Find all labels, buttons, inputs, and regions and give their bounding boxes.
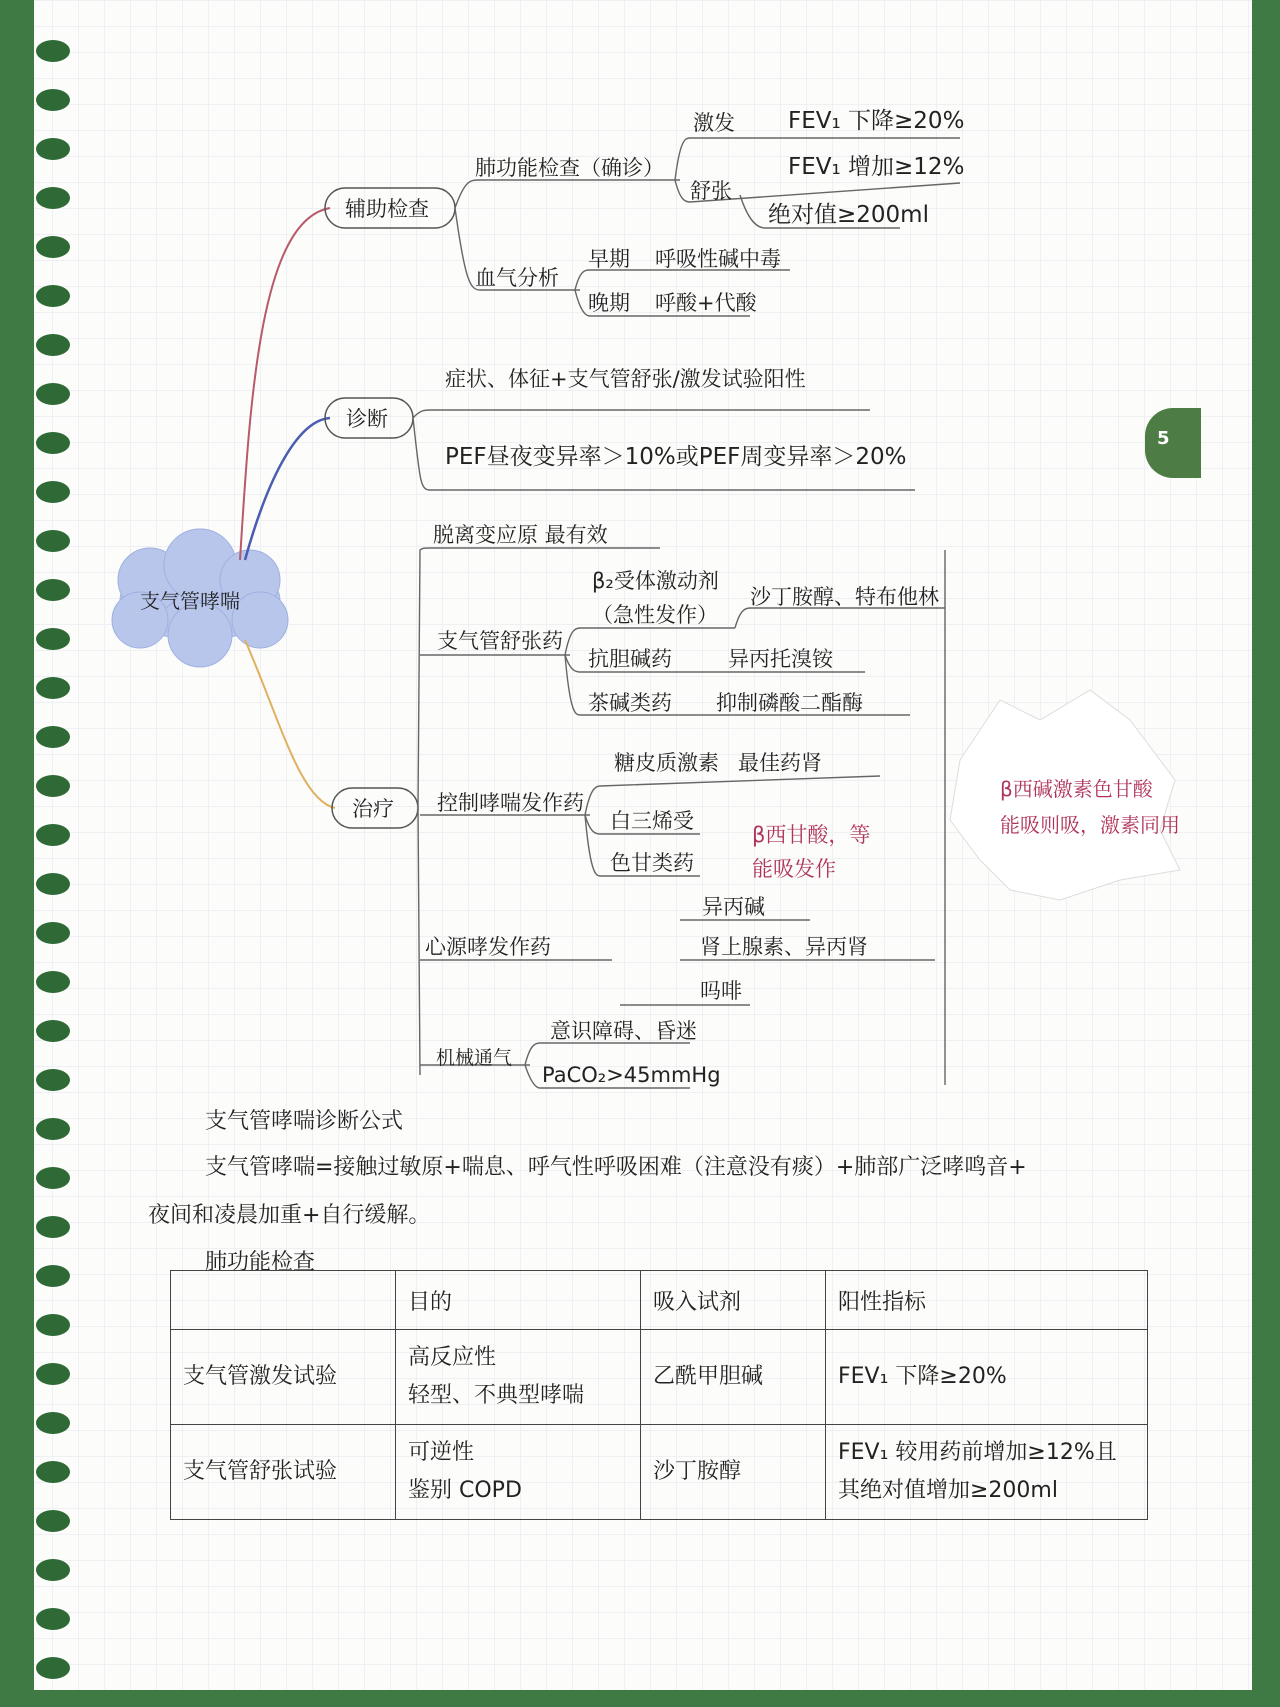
node-diagnosis: 诊断 <box>346 407 388 431</box>
node-provoke: 激发 <box>693 111 735 135</box>
node-late-value: 呼酸+代酸 <box>655 291 757 315</box>
node-anticholinergic: 抗胆碱药 <box>588 647 672 671</box>
node-theophylline-value: 抑制磷酸二酯酶 <box>716 691 863 715</box>
node-blood-gas: 血气分析 <box>475 266 559 290</box>
node-epinephrine: 肾上腺素、异丙肾 <box>700 935 868 959</box>
table-title: 肺功能检查 <box>205 1250 316 1275</box>
node-aminophylline: 异丙碱 <box>702 895 765 919</box>
red-note-2: 能吸发作 <box>752 857 836 881</box>
purpose-line: 可逆性 <box>408 1440 475 1465</box>
node-morphine: 吗啡 <box>700 979 742 1003</box>
node-beta2-value: 沙丁胺醇、特布他林 <box>750 585 939 609</box>
red-note-1: β西甘酸，等 <box>752 823 871 847</box>
node-control: 控制哮喘发作药 <box>437 791 584 815</box>
row-purpose <box>396 1425 641 1520</box>
row-purpose <box>396 1330 641 1425</box>
side-note-2: 能吸则吸，激素同用 <box>1000 813 1180 837</box>
positive-line: FEV₁ 下降≥20% <box>838 1364 1007 1389</box>
node-relax-value1: FEV₁ 增加≥12% <box>788 154 965 180</box>
node-glucocorticoid: 糖皮质激素 <box>614 751 719 775</box>
purpose-line: 轻型、不典型哮喘 <box>408 1383 585 1408</box>
node-provoke-value: FEV₁ 下降≥20% <box>788 108 965 134</box>
node-early: 早期 <box>588 247 630 271</box>
lung-function-table <box>170 1270 1148 1520</box>
formula-line2: 夜间和凌晨加重+自行缓解。 <box>148 1203 431 1228</box>
node-beta2-b: （急性发作） <box>592 603 718 627</box>
node-anticholinergic-value: 异丙托溴铵 <box>728 647 833 671</box>
node-beta2-a: β₂受体激动剂 <box>592 569 719 593</box>
node-lung-test: 肺功能检查（确诊） <box>475 156 664 180</box>
node-treatment: 治疗 <box>352 797 394 821</box>
row-name: 支气管激发试验 <box>171 1330 396 1425</box>
page-number: 5 <box>1157 428 1170 449</box>
node-aux: 辅助检查 <box>345 197 429 221</box>
root-node: 支气管哮喘 <box>140 589 240 613</box>
table-header-cell <box>171 1271 396 1330</box>
purpose-line: 高反应性 <box>408 1345 497 1370</box>
formula-line1: 支气管哮喘=接触过敏原+喘息、呼气性呼吸困难（注意没有痰）+肺部广泛哮鸣音+ <box>205 1155 1027 1180</box>
table-header-row <box>171 1271 1148 1330</box>
positive-line: 其绝对值增加≥200ml <box>838 1478 1058 1503</box>
purpose-line: 鉴别 COPD <box>408 1478 522 1503</box>
row-agent: 乙酰甲胆碱 <box>641 1330 826 1425</box>
node-late: 晚期 <box>588 291 630 315</box>
positive-line: FEV₁ 较用药前增加≥12%且 <box>838 1440 1117 1465</box>
row-name: 支气管舒张试验 <box>171 1425 396 1520</box>
node-relax: 舒张 <box>690 179 732 203</box>
node-glucocorticoid-value: 最佳药肾 <box>738 751 822 775</box>
table-header-cell: 吸入试剂 <box>641 1271 826 1330</box>
table-row <box>171 1425 1148 1520</box>
row-agent: 沙丁胺醇 <box>641 1425 826 1520</box>
diag-line2: PEF昼夜变异率＞10%或PEF周变异率＞20% <box>445 444 907 470</box>
node-cromolyn: 色甘类药 <box>610 851 694 875</box>
table-row <box>171 1330 1148 1425</box>
node-relax-value2: 绝对值≥200ml <box>768 202 929 228</box>
diag-line1: 症状、体征+支气管舒张/激发试验阳性 <box>445 367 806 391</box>
node-avoid-allergen: 脱离变应原 最有效 <box>433 523 608 547</box>
formula-title: 支气管哮喘诊断公式 <box>205 1109 404 1134</box>
node-theophylline: 茶碱类药 <box>588 691 672 715</box>
row-positive <box>826 1330 1148 1425</box>
node-paco2: PaCO₂>45mmHg <box>542 1063 721 1087</box>
node-early-value: 呼吸性碱中毒 <box>655 247 781 271</box>
table-header-cell: 阳性指标 <box>826 1271 1148 1330</box>
node-mech-ventilation: 机械通气 <box>436 1047 513 1069</box>
node-consciousness: 意识障碍、昏迷 <box>550 1019 697 1043</box>
table-header-cell: 目的 <box>396 1271 641 1330</box>
side-note-1: β西碱激素色甘酸 <box>1000 777 1153 801</box>
node-leukotriene: 白三烯受 <box>610 809 694 833</box>
row-positive <box>826 1425 1148 1520</box>
node-cardiac-asthma: 心源哮发作药 <box>425 935 551 959</box>
node-bronchodilator: 支气管舒张药 <box>437 629 563 653</box>
